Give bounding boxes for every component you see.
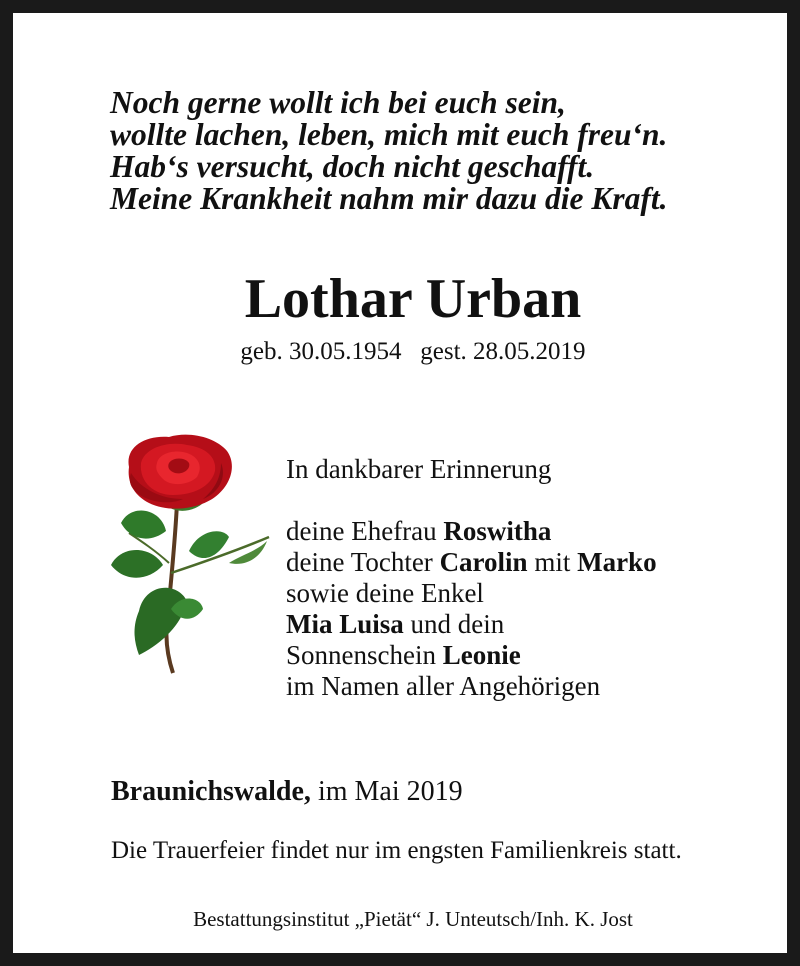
mourner-line (286, 547, 657, 578)
spacer (286, 485, 657, 516)
month-year: im Mai 2019 (310, 776, 463, 807)
mourner-text: Sonnenschein (286, 640, 443, 670)
undertaker-credit: Bestattungsinstitut „Pietät“ J. Unteutsch/Inh. K. Jost (193, 907, 633, 931)
poem (110, 87, 667, 215)
poem-line: Noch gerne wollt ich bei euch sein, (110, 85, 566, 120)
mourner-name: Marko (577, 547, 657, 577)
mourner-text: und dein (403, 609, 505, 639)
mourner-line (286, 609, 657, 640)
mourner-text: deine Ehefrau (286, 516, 444, 546)
mourners-intro: In dankbarer Erinnerung (286, 454, 552, 484)
place-and-date (111, 775, 463, 809)
life-dates (13, 337, 800, 367)
mourner-name: Carolin (439, 547, 528, 577)
mourners-block (286, 454, 657, 702)
death-date: gest. 28.05.2019 (420, 338, 586, 365)
mourner-line: im Namen aller Angehörigen (286, 671, 601, 701)
funeral-note: Die Trauerfeier findet nur im engsten Familienkreis statt. (111, 837, 682, 864)
mourner-line: sowie deine Enkel (286, 578, 484, 608)
poem-line: Meine Krankheit nahm mir dazu die Kraft. (110, 181, 668, 216)
mourner-text: mit (527, 547, 578, 577)
poem-line: Hab‘s versucht, doch nicht geschafft. (110, 149, 595, 184)
mourner-line (286, 640, 657, 671)
mourner-text: deine Tochter (286, 547, 440, 577)
mourner-line (286, 516, 657, 547)
mourner-name: Roswitha (443, 516, 552, 546)
deceased-name: Lothar Urban (244, 268, 582, 330)
birth-date: geb. 30.05.1954 (240, 338, 402, 365)
poem-line: wollte lachen, leben, mich mit euch freu‘n. (110, 117, 668, 152)
mourner-name: Leonie (442, 640, 521, 670)
town: Braunichswalde, (111, 776, 311, 807)
red-rose-icon (111, 433, 276, 675)
mourner-name: Mia Luisa (286, 609, 404, 639)
